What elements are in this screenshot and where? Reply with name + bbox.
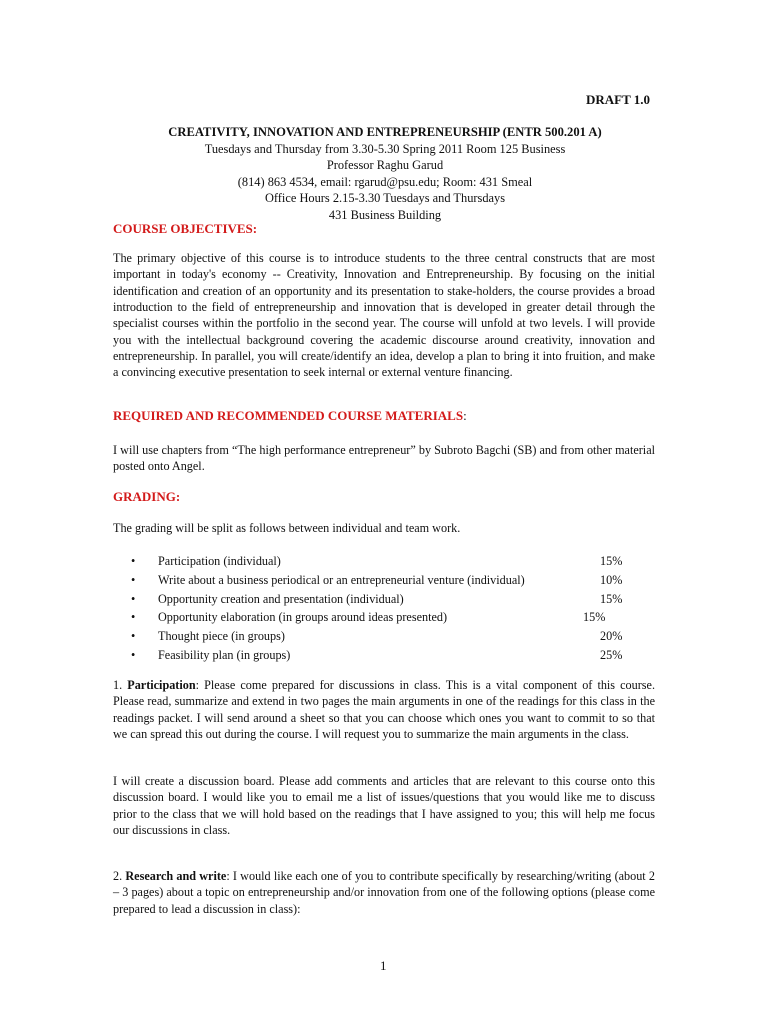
course-schedule: Tuesdays and Thursday from 3.30-5.30 Spring 2011 Room 125 Business — [204, 141, 566, 156]
course-title: CREATIVITY, INNOVATION AND ENTREPRENEURSHIP (ENTR 500.201 A) — [168, 125, 602, 139]
grading-item-percent: 20% — [600, 629, 623, 644]
office-hours: Office Hours 2.15-3.30 Tuesdays and Thursdays — [264, 191, 506, 206]
grading-item — [113, 552, 643, 571]
professor-name: Professor Raghu Garud — [326, 158, 444, 173]
grading-item-label: Thought piece (in groups) — [158, 629, 285, 644]
participation-term: Participation — [127, 678, 196, 692]
grading-item-label: Opportunity elaboration (in groups around ideas presented) — [158, 610, 448, 625]
grading-item-percent: 15% — [600, 554, 623, 568]
page-number: 1 — [380, 958, 387, 973]
grading-heading: GRADING: — [113, 489, 181, 504]
participation-paragraph — [113, 677, 655, 742]
grading-item-label: Opportunity creation and presentation (individual) — [158, 591, 404, 606]
bullet: • — [131, 591, 136, 606]
building: 431 Business Building — [328, 207, 442, 222]
research-term: Research and write — [125, 869, 227, 883]
contact-info: (814) 863 4534, email: rgarud@psu.edu; Room: 431 Smeal — [237, 174, 533, 189]
bullet: • — [131, 629, 136, 644]
materials-heading — [113, 408, 467, 424]
research-paragraph — [113, 868, 655, 917]
draft-label: DRAFT 1.0 — [586, 92, 651, 107]
bullet: • — [131, 647, 136, 662]
objectives-body: The primary objective of this course is to introduce students to the three central constructs that are most important in today's economy -- Creativity, Innovation and Entrepreneurship. By focusing on the initial identification and creation of an opportunity and its presentation to stake-holders, the course provides a broad introduction to the field of entrepreneurship and innovation that is developed in greater detail through the specialist courses within the portfolio in the second year. The course will unfold at two levels. I will provide you with the intellectual background covering the academic discourse around creativity, innovation and entrepreneurship. In parallel, you will create/identify an idea, develop a plan to bring it into fruition, and make a convincing executive presentation to seek internal or external venture financing. — [113, 251, 655, 380]
research-body: : I would like each one of you to contribute specifically by researching/writing (about 2 – 3 pages) about a topic on entrepreneurship and/or innovation from one of the following options (please come prepared to lead a discussion in class): — [113, 869, 655, 916]
bullet: • — [131, 572, 136, 587]
grading-item-percent: 15% — [600, 591, 623, 606]
grading-item-percent: 15% — [583, 610, 606, 625]
grading-item — [113, 627, 643, 646]
bullet: • — [131, 610, 136, 625]
grading-item-percent: 25% — [600, 647, 623, 662]
participation-body: : Please come prepared for discussions in class. This is a vital component of this course. Please read, summarize and extend in two pages the main arguments in one of the readings for this class in the readings packet. I will send around a sheet so that you can choose which ones you want to commit to so that we can spread this out during the course. I will request you to summarize the main arguments in the class. — [113, 678, 656, 742]
grading-item — [113, 571, 643, 590]
grading-item — [113, 590, 643, 609]
materials-body: I will use chapters from “The high performance entrepreneur” by Subroto Bagchi (SB) and from other material posted onto Angel. — [113, 443, 655, 474]
materials-heading-suffix: : — [463, 408, 467, 423]
objectives-heading: COURSE OBJECTIVES: — [113, 221, 258, 236]
grading-list — [113, 552, 643, 665]
grading-item-label: Write about a business periodical or an entrepreneurial venture (individual) — [158, 572, 525, 587]
materials-heading-text: REQUIRED AND RECOMMENDED COURSE MATERIALS — [113, 408, 464, 423]
section-number: 1. — [113, 678, 128, 692]
section-number: 2. — [113, 869, 126, 883]
grading-item-percent: 10% — [600, 572, 623, 587]
discussion-board-paragraph: I will create a discussion board. Please add comments and articles that are relevant to this course onto this discussion board. I would like you to email me a list of issues/questions that you would like me to discuss prior to the class that we will hold based on the readings that I have assigned to you; this will help me focus our discussions in class. — [113, 774, 655, 838]
course-header — [113, 124, 657, 224]
grading-item-label: Participation (individual) — [158, 554, 281, 568]
grading-intro: The grading will be split as follows between individual and team work. — [113, 521, 461, 535]
grading-item-label: Feasibility plan (in groups) — [158, 647, 291, 662]
grading-item — [113, 646, 643, 665]
grading-item — [113, 608, 643, 627]
bullet: • — [131, 554, 136, 568]
